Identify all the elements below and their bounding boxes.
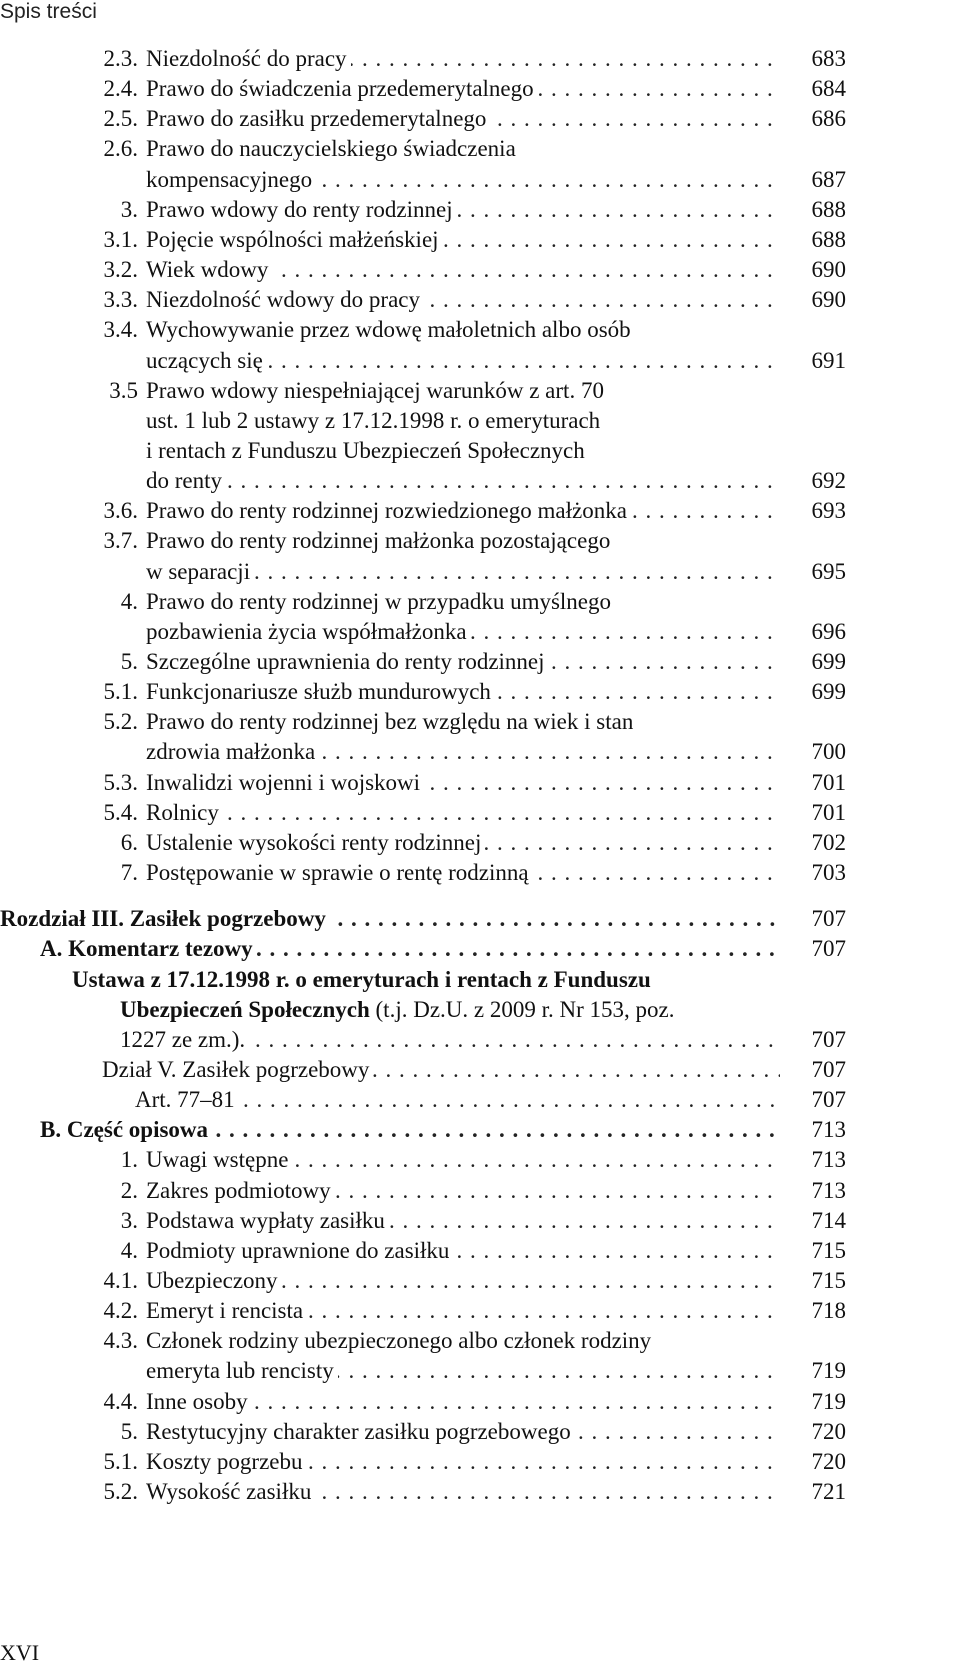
toc-entry-title: Funkcjonariusze służb mundurowych	[146, 679, 495, 704]
toc-entry-title: Prawo do renty rodzinnej w przypadku umyślnego	[146, 589, 615, 614]
running-header: Spis treści	[0, 0, 97, 23]
toc-page-number: 702	[811, 829, 846, 855]
toc-entry-title: Emeryt i rencista	[146, 1298, 307, 1323]
toc-page-number: 701	[811, 799, 846, 825]
toc-entry-number: 7.	[120, 860, 138, 886]
toc-page-number: 703	[811, 860, 846, 886]
toc-entry-number: 2.6.	[103, 136, 138, 162]
toc-entry-title: Wiek wdowy	[146, 257, 272, 282]
toc-entry-title: Prawo do renty rodzinnej małżonka pozostającego	[146, 528, 614, 553]
toc-entry-title: Zakres podmiotowy	[146, 1178, 335, 1203]
toc-entry-number: 2.3.	[103, 46, 138, 71]
toc-page-number: 715	[811, 1268, 846, 1293]
toc-page-number: 707	[811, 906, 846, 932]
toc-page-number: 683	[811, 46, 846, 71]
toc-entry-number: 3.3.	[103, 287, 138, 313]
toc-entry-number: 4.	[120, 588, 138, 614]
toc-entry-title: Szczególne uprawnienia do renty rodzinnej	[146, 649, 549, 674]
toc-entry-title: Wysokość zasiłku	[146, 1479, 315, 1504]
toc-entry-title: pozbawienia życia współmałżonka	[146, 619, 471, 644]
toc-entry-number: 5.	[120, 1418, 138, 1444]
toc-page-number: 692	[811, 468, 846, 494]
toc-entry-title: Ubezpieczony	[146, 1268, 282, 1293]
toc-entry-number: 3.	[120, 196, 138, 222]
toc-entry-title: B. Część opisowa	[40, 1117, 212, 1142]
toc-page-number: 713	[811, 1117, 846, 1143]
toc-page-number: 707	[811, 1087, 846, 1113]
toc-page-number: 721	[811, 1479, 846, 1505]
toc-page-number: 686	[811, 106, 846, 132]
toc-entry-title: Niezdolność wdowy do pracy	[146, 287, 424, 312]
toc-entry-title: Członek rodziny ubezpieczonego albo członek rodziny	[146, 1328, 655, 1353]
toc-page-number: 699	[811, 649, 846, 674]
toc-entry-number: 3.5	[109, 377, 138, 403]
toc-page-number: 707	[811, 936, 846, 962]
toc-entry-title: Podstawa wypłaty zasiłku	[146, 1208, 389, 1233]
toc-page-number: 699	[811, 679, 846, 705]
toc-entry-title: uczących się	[146, 348, 267, 373]
toc-entry-title: Prawo do zasiłku przedemerytalnego	[146, 106, 490, 131]
toc-entry-title: Dział V. Zasiłek pogrzebowy	[102, 1057, 373, 1082]
toc-page-number: 720	[811, 1418, 846, 1444]
toc-entry-number: 4.2.	[103, 1298, 138, 1324]
toc-entry-title: Wychowywanie przez wdowę małoletnich albo osób	[146, 317, 635, 342]
toc-page-number: 700	[811, 739, 846, 765]
toc-page-number: 695	[811, 558, 846, 584]
toc-entry-title: Uwagi wstępne	[146, 1147, 292, 1172]
toc-entry-number: 1.	[120, 1147, 138, 1173]
toc-entry-number: 5.1.	[103, 1448, 138, 1474]
toc-page-number: 713	[811, 1177, 846, 1203]
toc-page-number: 690	[811, 287, 846, 313]
toc-entry-number: 2.	[120, 1177, 138, 1203]
toc-page-number: 718	[811, 1298, 846, 1324]
toc-entry-number: 5.2.	[103, 709, 138, 735]
toc-page-number: 690	[811, 257, 846, 283]
toc-page-number: 715	[811, 1237, 846, 1263]
toc-page-number: 707	[811, 1056, 846, 1082]
toc-entry-title: Rolnicy	[146, 800, 223, 825]
toc-entry-number: 5.	[120, 649, 138, 674]
toc-entry-title: Rozdział III. Zasiłek pogrzebowy	[0, 906, 330, 931]
toc-entry-number: 3.4.	[103, 317, 138, 343]
toc-page-number: 688	[811, 196, 846, 222]
toc-entry-title: Niezdolność do pracy	[146, 46, 351, 71]
toc-page-number: 719	[811, 1358, 846, 1384]
toc-entry-title: Prawo wdowy do renty rodzinnej	[146, 197, 457, 222]
toc-entry-title: zdrowia małżonka	[146, 739, 319, 764]
toc-entry-number: 6.	[120, 829, 138, 855]
toc-entry-number: 3.6.	[103, 498, 138, 524]
toc-entry-title: Pojęcie wspólności małżeńskiej	[146, 227, 443, 252]
toc-entry-title: ust. 1 lub 2 ustawy z 17.12.1998 r. o emeryturach	[146, 408, 604, 433]
toc-entry-title: emeryta lub rencisty	[146, 1358, 338, 1383]
toc-entry-title: Ubezpieczeń Społecznych (t.j. Dz.U. z 2009 r. Nr 153, poz.	[120, 997, 678, 1022]
toc-page-number: 714	[811, 1207, 846, 1233]
toc-entry-number: 2.5.	[103, 106, 138, 132]
toc-entry-title: Inwalidzi wojenni i wojskowi	[146, 770, 424, 795]
toc-entry-number: 5.3.	[103, 769, 138, 795]
toc-entry-title: Art. 77–81	[135, 1087, 239, 1112]
toc-entry-number: 4.4.	[103, 1388, 138, 1414]
toc-entry-title: Restytucyjny charakter zasiłku pogrzebowego	[146, 1419, 575, 1444]
toc-entry-number: 5.1.	[103, 679, 138, 705]
toc-entry-number: 3.7.	[103, 528, 138, 554]
toc-entry-title: Prawo do renty rodzinnej rozwiedzionego małżonka	[146, 498, 631, 523]
toc-page-number: 696	[811, 618, 846, 644]
toc-entry-number: 4.	[120, 1237, 138, 1263]
page-number: XVI	[0, 1640, 40, 1665]
toc-entry-number: 4.3.	[103, 1328, 138, 1354]
toc-entry-title: i rentach z Funduszu Ubezpieczeń Społecznych	[146, 438, 589, 463]
toc-entry-title: Inne osoby	[146, 1389, 252, 1414]
toc-page-number: 701	[811, 769, 846, 795]
toc-entry-title: Ustawa z 17.12.1998 r. o emeryturach i rentach z Funduszu	[72, 967, 655, 992]
toc-entry-number: 3.	[120, 1207, 138, 1233]
toc-page-number: 707	[811, 1026, 846, 1052]
toc-entry-number: 4.1.	[103, 1268, 138, 1293]
toc-page-number: 693	[811, 498, 846, 524]
toc-entry-number: 3.1.	[103, 226, 138, 252]
toc-entry-title: Podmioty uprawnione do zasiłku	[146, 1238, 453, 1263]
toc-entry-title: Prawo do renty rodzinnej bez względu na wiek i stan	[146, 709, 637, 734]
toc-entry-number: 5.2.	[103, 1479, 138, 1505]
toc-entry-number: 5.4.	[103, 799, 138, 825]
toc-entry-title: Prawo do świadczenia przedemerytalnego	[146, 76, 538, 101]
toc-page-number: 691	[811, 347, 846, 373]
toc-entry-title: Prawo wdowy niespełniającej warunków z art. 70	[146, 378, 608, 403]
toc-entry-title: A. Komentarz tezowy	[40, 936, 257, 961]
toc-entry-number: 2.4.	[103, 76, 138, 102]
toc-entry-title: Postępowanie w sprawie o rentę rodzinną	[146, 860, 533, 885]
toc-page-number: 720	[811, 1448, 846, 1474]
toc-entry-title: Ustalenie wysokości renty rodzinnej	[146, 830, 485, 855]
toc-entry-title: Prawo do nauczycielskiego świadczenia	[146, 136, 520, 161]
toc-page-number: 688	[811, 226, 846, 252]
toc-entry-title: Koszty pogrzebu	[146, 1449, 307, 1474]
toc-page-number: 713	[811, 1147, 846, 1173]
toc-entry-title: kompensacyjnego	[146, 167, 316, 192]
toc-entry-title: do renty	[146, 468, 226, 493]
toc-entry-title: w separacji	[146, 559, 254, 584]
toc-entry-title: 1227 ze zm.).	[120, 1027, 249, 1052]
toc-page-number: 687	[811, 166, 846, 192]
toc-page-number: 719	[811, 1388, 846, 1414]
toc-entry-number: 3.2.	[103, 257, 138, 283]
toc-page-number: 684	[811, 76, 846, 102]
